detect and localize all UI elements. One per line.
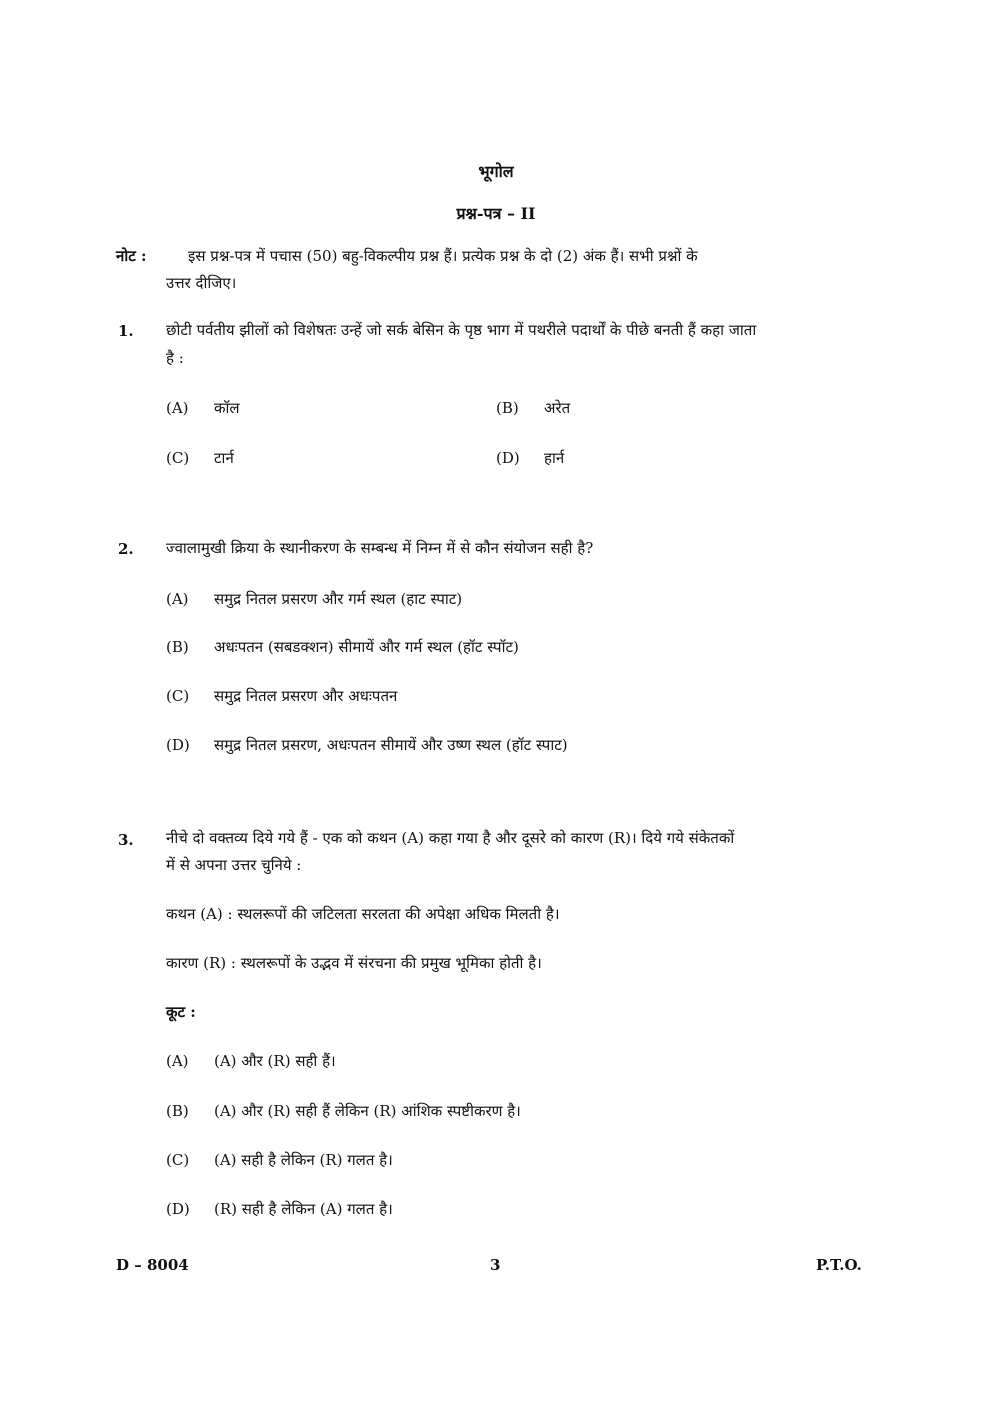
q2-option-c-text: समुद्र नितल प्रसरण और अधःपतन [214,687,398,705]
q1-option-a-text: कॉल [214,399,240,417]
q3-text-line-2: में से अपना उत्तर चुनिये : [166,856,302,874]
paper-title: प्रश्न-पत्र – II [456,204,536,223]
q2-option-d-text: समुद्र नितल प्रसरण, अधःपतन सीमायें और उष्ण स्थल (हॉट स्पाट) [214,736,568,754]
note-label: नोट : [116,247,147,265]
q1-option-a [166,398,240,418]
q1-option-c-label: (C) [166,449,190,467]
note-line-1: इस प्रश्न-पत्र में पचास (50) बहु-विकल्पीय प्रश्न हैं। प्रत्येक प्रश्न के दो (2) अंक हैं। सभी प्रश्नों के [188,247,698,265]
q3-option-d-label: (D) [166,1200,190,1218]
q2-option-b-text: अधःपतन (सबडक्शन) सीमायें और गर्म स्थल (हॉट स्पॉट) [214,638,519,656]
q2-option-b-label: (B) [166,638,189,656]
footer-pto: P.T.O. [816,1256,862,1274]
q3-text-line-1: नीचे दो वक्तव्य दिये गये हैं - एक को कथन (A) कहा गया है और दूसरे को कारण (R)। दिये गये संकेतकों [166,829,735,847]
q3-option-c-text: (A) सही है लेकिन (R) गलत है। [214,1151,393,1169]
q2-option-a-text: समुद्र नितल प्रसरण और गर्म स्थल (हाट स्पाट) [214,590,463,608]
q1-number: 1. [118,322,134,340]
q1-text-line-2: है : [166,349,184,367]
q1-text-line-1: छोटी पर्वतीय झीलों को विशेषतः उन्हें जो सर्क बेसिन के पृष्ठ भाग में पथरीले पदार्थों के पीछे बनती हैं कहा जाता [166,321,757,339]
q3-reason: कारण (R) : स्थलरूपों के उद्भव में संरचना की प्रमुख भूमिका होती है। [166,954,542,972]
q2-option-c [166,686,397,706]
q2-option-d-label: (D) [166,736,190,754]
q3-option-d [166,1199,393,1219]
q3-option-d-text: (R) सही है लेकिन (A) गलत है। [214,1200,393,1218]
note-line-2: उत्तर दीजिए। [166,274,237,292]
q1-option-b [496,398,570,418]
q1-option-d-text: हार्न [544,449,565,467]
q3-codes-label: कूट : [166,1003,196,1021]
q1-option-d-label: (D) [496,449,520,467]
q1-option-c [166,448,234,468]
q1-option-c-text: टार्न [214,449,234,467]
q1-option-b-label: (B) [496,399,519,417]
q1-option-b-text: अरेत [544,399,571,417]
q3-assertion: कथन (A) : स्थलरूपों की जटिलता सरलता की अपेक्षा अधिक मिलती है। [166,905,560,923]
q2-option-b [166,637,519,657]
q3-option-a-text: (A) और (R) सही हैं। [214,1052,336,1070]
q3-option-b [166,1101,521,1121]
q2-text: ज्वालामुखी क्रिया के स्थानीकरण के सम्बन्ध में निम्न में से कौन संयोजन सही है? [166,539,594,557]
q1-option-a-label: (A) [166,399,189,417]
q3-option-c-label: (C) [166,1151,190,1169]
q3-option-a-label: (A) [166,1052,189,1070]
q2-option-a-label: (A) [166,590,189,608]
footer-page-number: 3 [490,1256,501,1274]
q3-option-b-text: (A) और (R) सही हैं लेकिन (R) आंशिक स्पष्टीकरण है। [214,1102,521,1120]
q2-number: 2. [118,540,134,558]
subject-title: भूगोल [478,162,514,181]
q3-option-a [166,1051,336,1071]
q1-option-d [496,448,564,468]
q3-number: 3. [118,831,134,849]
q3-option-b-label: (B) [166,1102,189,1120]
q2-option-a [166,589,462,609]
footer-code: D – 8004 [116,1256,189,1274]
q2-option-c-label: (C) [166,687,190,705]
q2-option-d [166,735,568,755]
q3-option-c [166,1150,393,1170]
